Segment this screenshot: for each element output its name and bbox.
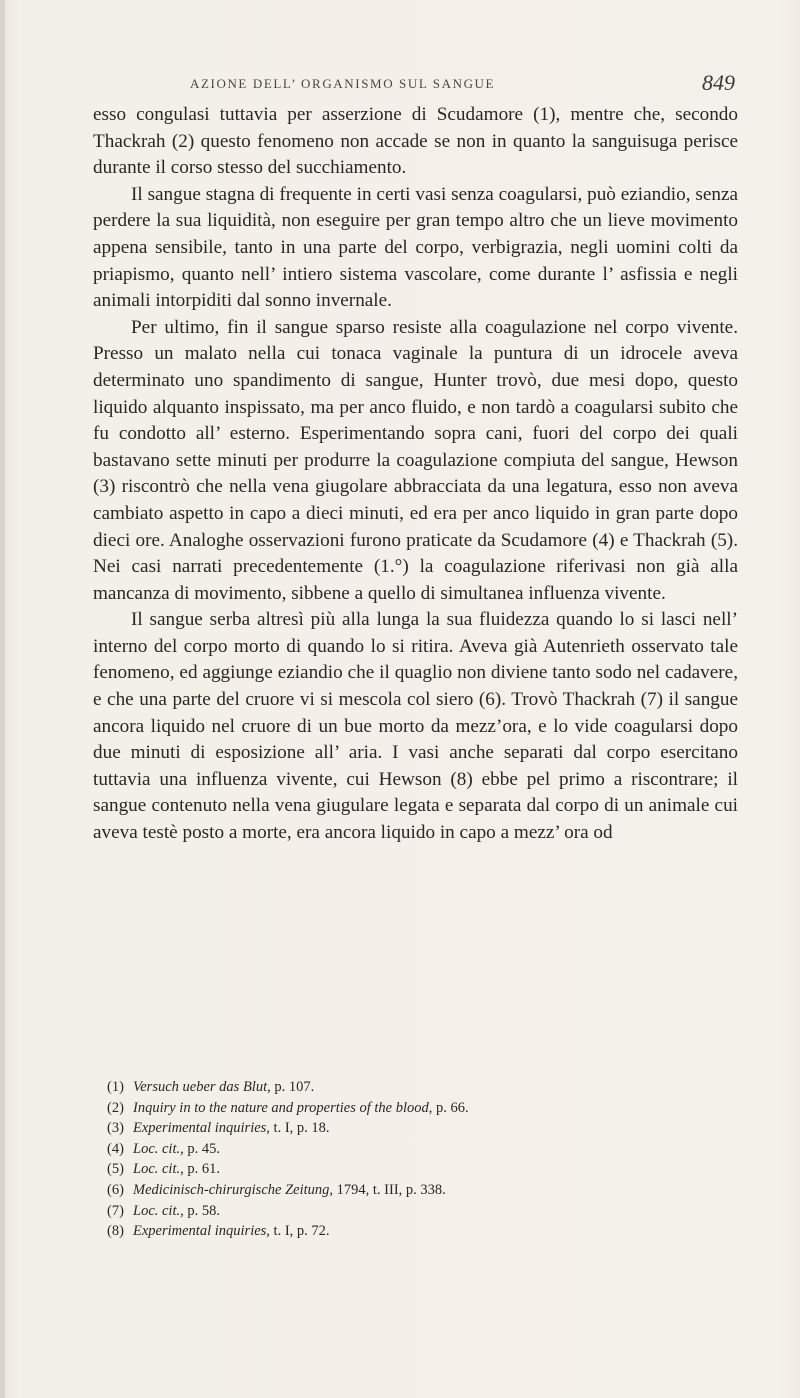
footnote — [107, 1221, 737, 1242]
page-number: 849 — [702, 70, 735, 95]
footnote-number: (2) — [107, 1099, 124, 1116]
paragraph: Per ultimo, fin il sangue sparso resiste alla coagulazione nel corpo vivente. Presso un malato nella cui tonaca vaginale la puntura di un idrocele aveva determinato uno spandimento di sangue, Hunter trovò, due mesi dopo, questo liquido alquanto inspissato, ma per anco fluido, e non tardò a coagularsi subito che fu condotto all’ esterno. Esperimentando sopra cani, fuori del corpo dei quali bastavano sette minuti per produrre la coagulazione compiuta del sangue, Hewson (3) riscontrò che nella vena giugolare abbracciata da una legatura, esso non aveva cambiato aspetto in capo a dieci minuti, ed era per anco liquido in gran parte dopo dieci ore. Analoghe osservazioni furono praticate da Scudamore (4) e Thackrah (5). Nei casi narrati precedentemente (1.°) la coagulazione riferivasi non già alla mancanza di movimento, sibbene a quello di simultanea influenza vivente. — [93, 316, 738, 604]
footnote-number: (3) — [107, 1120, 124, 1137]
footnote-reference: , p. 107. — [267, 1079, 315, 1095]
footnote — [107, 1139, 737, 1160]
footnote-reference: , p. 45. — [180, 1140, 220, 1157]
footnote — [107, 1098, 737, 1119]
footnote-number: (4) — [107, 1140, 124, 1157]
running-title: AZIONE DELL’ ORGANISMO SUL SANGUE — [190, 76, 496, 91]
footnote-number: (5) — [107, 1161, 124, 1178]
footnote-title: Medicinisch-chirurgische Zeitung — [133, 1181, 330, 1198]
footnote-title: Experimental inquiries — [133, 1120, 267, 1137]
footnote-title: Inquiry in to the nature and properties of the blood — [133, 1099, 429, 1116]
footnote — [107, 1118, 737, 1139]
footnote — [107, 1180, 737, 1201]
footnote-number: (1) — [107, 1079, 124, 1095]
footnote-title: Loc. cit. — [133, 1161, 181, 1178]
footnote-title: Loc. cit. — [133, 1202, 181, 1219]
footnote-reference: , t. I, p. 72. — [266, 1223, 330, 1240]
footnote-reference: , t. I, p. 18. — [266, 1120, 330, 1137]
paragraph: Il sangue serba altresì più alla lunga la sua fluidezza quando lo si lasci nell’ interno del corpo morto di quando lo si ritira. Aveva già Autenrieth osservato tale fenomeno, ed aggiunge eziandio che il quaglio non diviene tanto sodo nel cadavere, e che una parte del cruore vi si mescola col siero (6). Trovò Thackrah (7) il sangue ancora liquido nel cruore di un bue morto da mezz’ora, e lo vide coagularsi dopo due minuti di esposizione all’ aria. I vasi anche separati dal corpo esercitano tuttavia una influenza vivente, cui Hewson (8) ebbe pel primo a riscontrare; il sangue contenuto nella vena giugulare legata e separata dal corpo di un animale cui aveva testè posto a morte, era ancora liquido in capo a mezz’ ora od — [93, 609, 738, 844]
footnote-reference: , p. 66. — [428, 1099, 469, 1116]
footnote-title: Loc. cit. — [133, 1140, 181, 1157]
page-edge — [0, 0, 5, 1398]
footnote — [107, 1201, 737, 1222]
body-text — [93, 102, 738, 847]
footnote-reference: , p. 61. — [180, 1161, 220, 1178]
paragraph: esso congulasi tuttavia per asserzione di Scudamore (1), mentre che, secondo Thackrah (2) questo fenomeno non accade se non in quanto la sanguisuga perisce durante il corso stesso del succhiamento. — [93, 104, 738, 179]
footnotes — [107, 1077, 737, 1242]
page-header — [190, 70, 735, 98]
footnote — [107, 1077, 737, 1098]
footnote — [107, 1159, 737, 1180]
footnote-number: (6) — [107, 1181, 124, 1198]
footnote-number: (8) — [107, 1223, 124, 1240]
footnote-title: Experimental inquiries — [133, 1223, 267, 1240]
paragraph: Il sangue stagna di frequente in certi vasi senza coagularsi, può eziandio, senza perdere la sua liquidità, non eseguire per gran tempo altro che un lieve movimento appena sensibile, tanto in una parte del corpo, verbigrazia, negli uomini colti da priapismo, quanto nell’ intiero sistema vascolare, come durante l’ asfissia e negli animali intorpiditi dal sonno invernale. — [93, 183, 738, 312]
footnote-number: (7) — [107, 1202, 124, 1219]
footnote-title: Versuch ueber das Blut — [133, 1079, 268, 1095]
footnote-reference: , 1794, t. III, p. 338. — [329, 1181, 446, 1198]
footnote-reference: , p. 58. — [180, 1202, 220, 1219]
